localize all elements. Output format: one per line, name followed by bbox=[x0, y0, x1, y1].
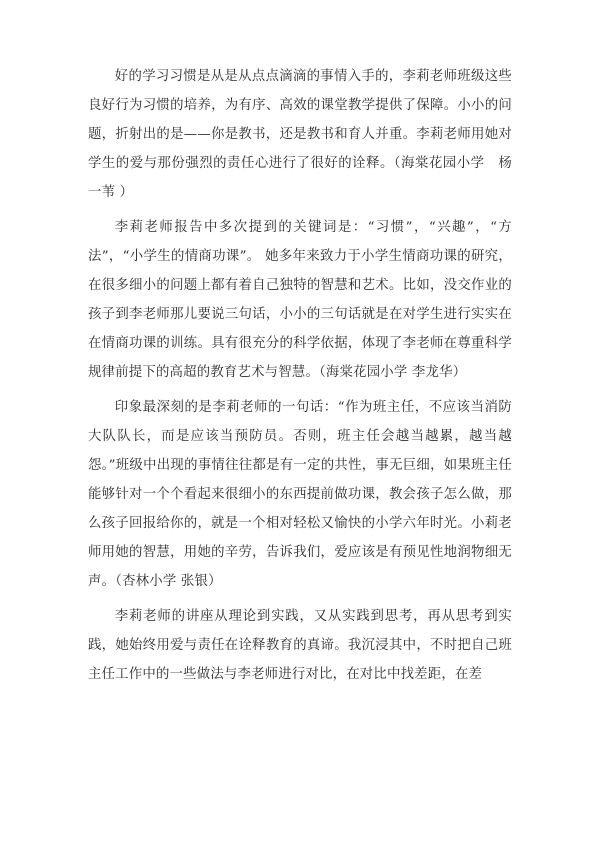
paragraph-1: 好的学习习惯是从是从点点滴滴的事情入手的，李莉老师班级这些良好行为习惯的培养，为有序、高效的课堂教学提供了保障。小小的问题，折射出的是——你是教书，还是教书和育人并重。李莉老师用她对学生的爱与那份强烈的责任心进行了很好的诠释。（海棠花园小学 杨一苇 ） bbox=[88, 69, 512, 200]
paragraph-4: 李莉老师的讲座从理论到实践，又从实践到思考，再从思考到实践，她始终用爱与责任在诠释教育的真谛。我沉浸其中，不时把自己班主任工作中的一些做法与李老师进行对比，在对比中找差距，在差 bbox=[88, 609, 512, 682]
paragraph-2: 李莉老师报告中多次提到的关键词是：“习惯”，“兴趣”，“方法”，“小学生的情商功课”。 她多年来致力于小学生情商功课的研究，在很多细小的问题上都有着自己独特的智慧和艺术。比如，没交作业的孩子到李老师那儿要说三句话，小小的三句话就是在对学生进行实实在在情商功课的训练。具有很充分的科学依据，体现了李老师在尊重科学规律前提下的高超的教育艺术与智慧。（海棠花园小学 李龙华） bbox=[88, 220, 512, 380]
paragraph-3: 印象最深刻的是李莉老师的一句话：“作为班主任，不应该当消防大队队长，而是应该当预防员。否则，班主任会越当越累，越当越怨。”班级中出现的事情往往都是有一定的共性，事无巨细，如果班主任能够针对一个个看起来很细小的东西提前做功课，教会孩子怎么做，那么孩子回报给你的，就是一个相对轻松又愉快的小学六年时光。小莉老师用她的智慧，用她的辛劳，告诉我们，爱应该是有预见性地润物细无声。（杏林小学 张银） bbox=[88, 400, 512, 589]
document-body bbox=[88, 62, 512, 689]
